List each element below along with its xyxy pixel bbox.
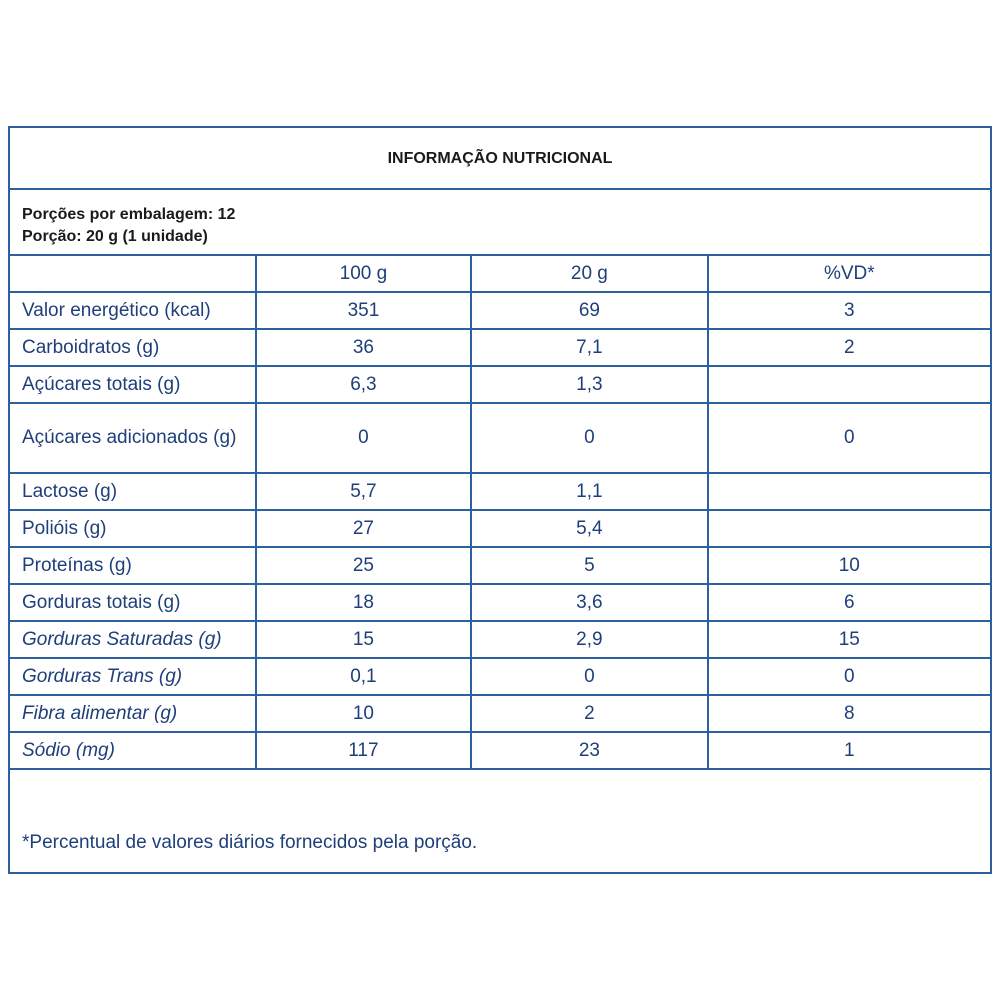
row-per20: 0 [471,658,707,695]
row-per100: 27 [256,510,472,547]
row-label: Gorduras Saturadas (g) [9,621,256,658]
table-row [9,473,991,510]
row-vd [708,366,991,403]
row-per100: 15 [256,621,472,658]
table-row [9,403,991,473]
table-row [9,547,991,584]
row-vd: 0 [708,403,991,473]
nutrition-table [8,254,992,770]
row-per100: 5,7 [256,473,472,510]
row-per100: 18 [256,584,472,621]
row-per20: 5,4 [471,510,707,547]
row-per20: 5 [471,547,707,584]
row-per100: 351 [256,292,472,329]
footnote: *Percentual de valores diários fornecidos pela porção. [22,832,478,853]
table-row [9,584,991,621]
row-per100: 0,1 [256,658,472,695]
row-label: Sódio (mg) [9,732,256,769]
table-row [9,329,991,366]
row-vd: 10 [708,547,991,584]
servings-per-package: Porções por embalagem: 12 [22,206,236,223]
row-per20: 69 [471,292,707,329]
row-label: Lactose (g) [9,473,256,510]
row-label: Proteínas (g) [9,547,256,584]
row-per20: 2,9 [471,621,707,658]
row-per20: 3,6 [471,584,707,621]
row-vd: 2 [708,329,991,366]
row-vd: 1 [708,732,991,769]
row-per100: 117 [256,732,472,769]
row-label: Gorduras totais (g) [9,584,256,621]
table-row [9,695,991,732]
row-vd [708,473,991,510]
table-row [9,621,991,658]
header-empty-cell [9,255,256,292]
table-title: INFORMAÇÃO NUTRICIONAL [10,128,990,190]
row-label: Açúcares totais (g) [9,366,256,403]
row-per20: 1,3 [471,366,707,403]
nutrition-facts-panel [8,126,992,874]
table-row [9,292,991,329]
row-vd: 15 [708,621,991,658]
serving-info [10,190,990,256]
header-row [9,255,991,292]
row-vd: 6 [708,584,991,621]
row-per100: 6,3 [256,366,472,403]
table-row [9,366,991,403]
row-per20: 2 [471,695,707,732]
row-per100: 36 [256,329,472,366]
row-vd: 8 [708,695,991,732]
header-20g: 20 g [471,255,707,292]
serving-size: Porção: 20 g (1 unidade) [22,228,208,245]
row-per20: 0 [471,403,707,473]
row-label: Carboidratos (g) [9,329,256,366]
row-vd: 3 [708,292,991,329]
row-vd: 0 [708,658,991,695]
row-per100: 0 [256,403,472,473]
row-label: Açúcares adicionados (g) [9,403,256,473]
table-row [9,658,991,695]
row-label: Valor energético (kcal) [9,292,256,329]
row-per20: 1,1 [471,473,707,510]
row-label: Gorduras Trans (g) [9,658,256,695]
row-label: Fibra alimentar (g) [9,695,256,732]
header-100g: 100 g [256,255,472,292]
table-row [9,510,991,547]
row-per100: 10 [256,695,472,732]
header-vd: %VD* [708,255,991,292]
row-per100: 25 [256,547,472,584]
row-label: Polióis (g) [9,510,256,547]
row-vd [708,510,991,547]
row-per20: 23 [471,732,707,769]
table-row [9,732,991,769]
row-per20: 7,1 [471,329,707,366]
